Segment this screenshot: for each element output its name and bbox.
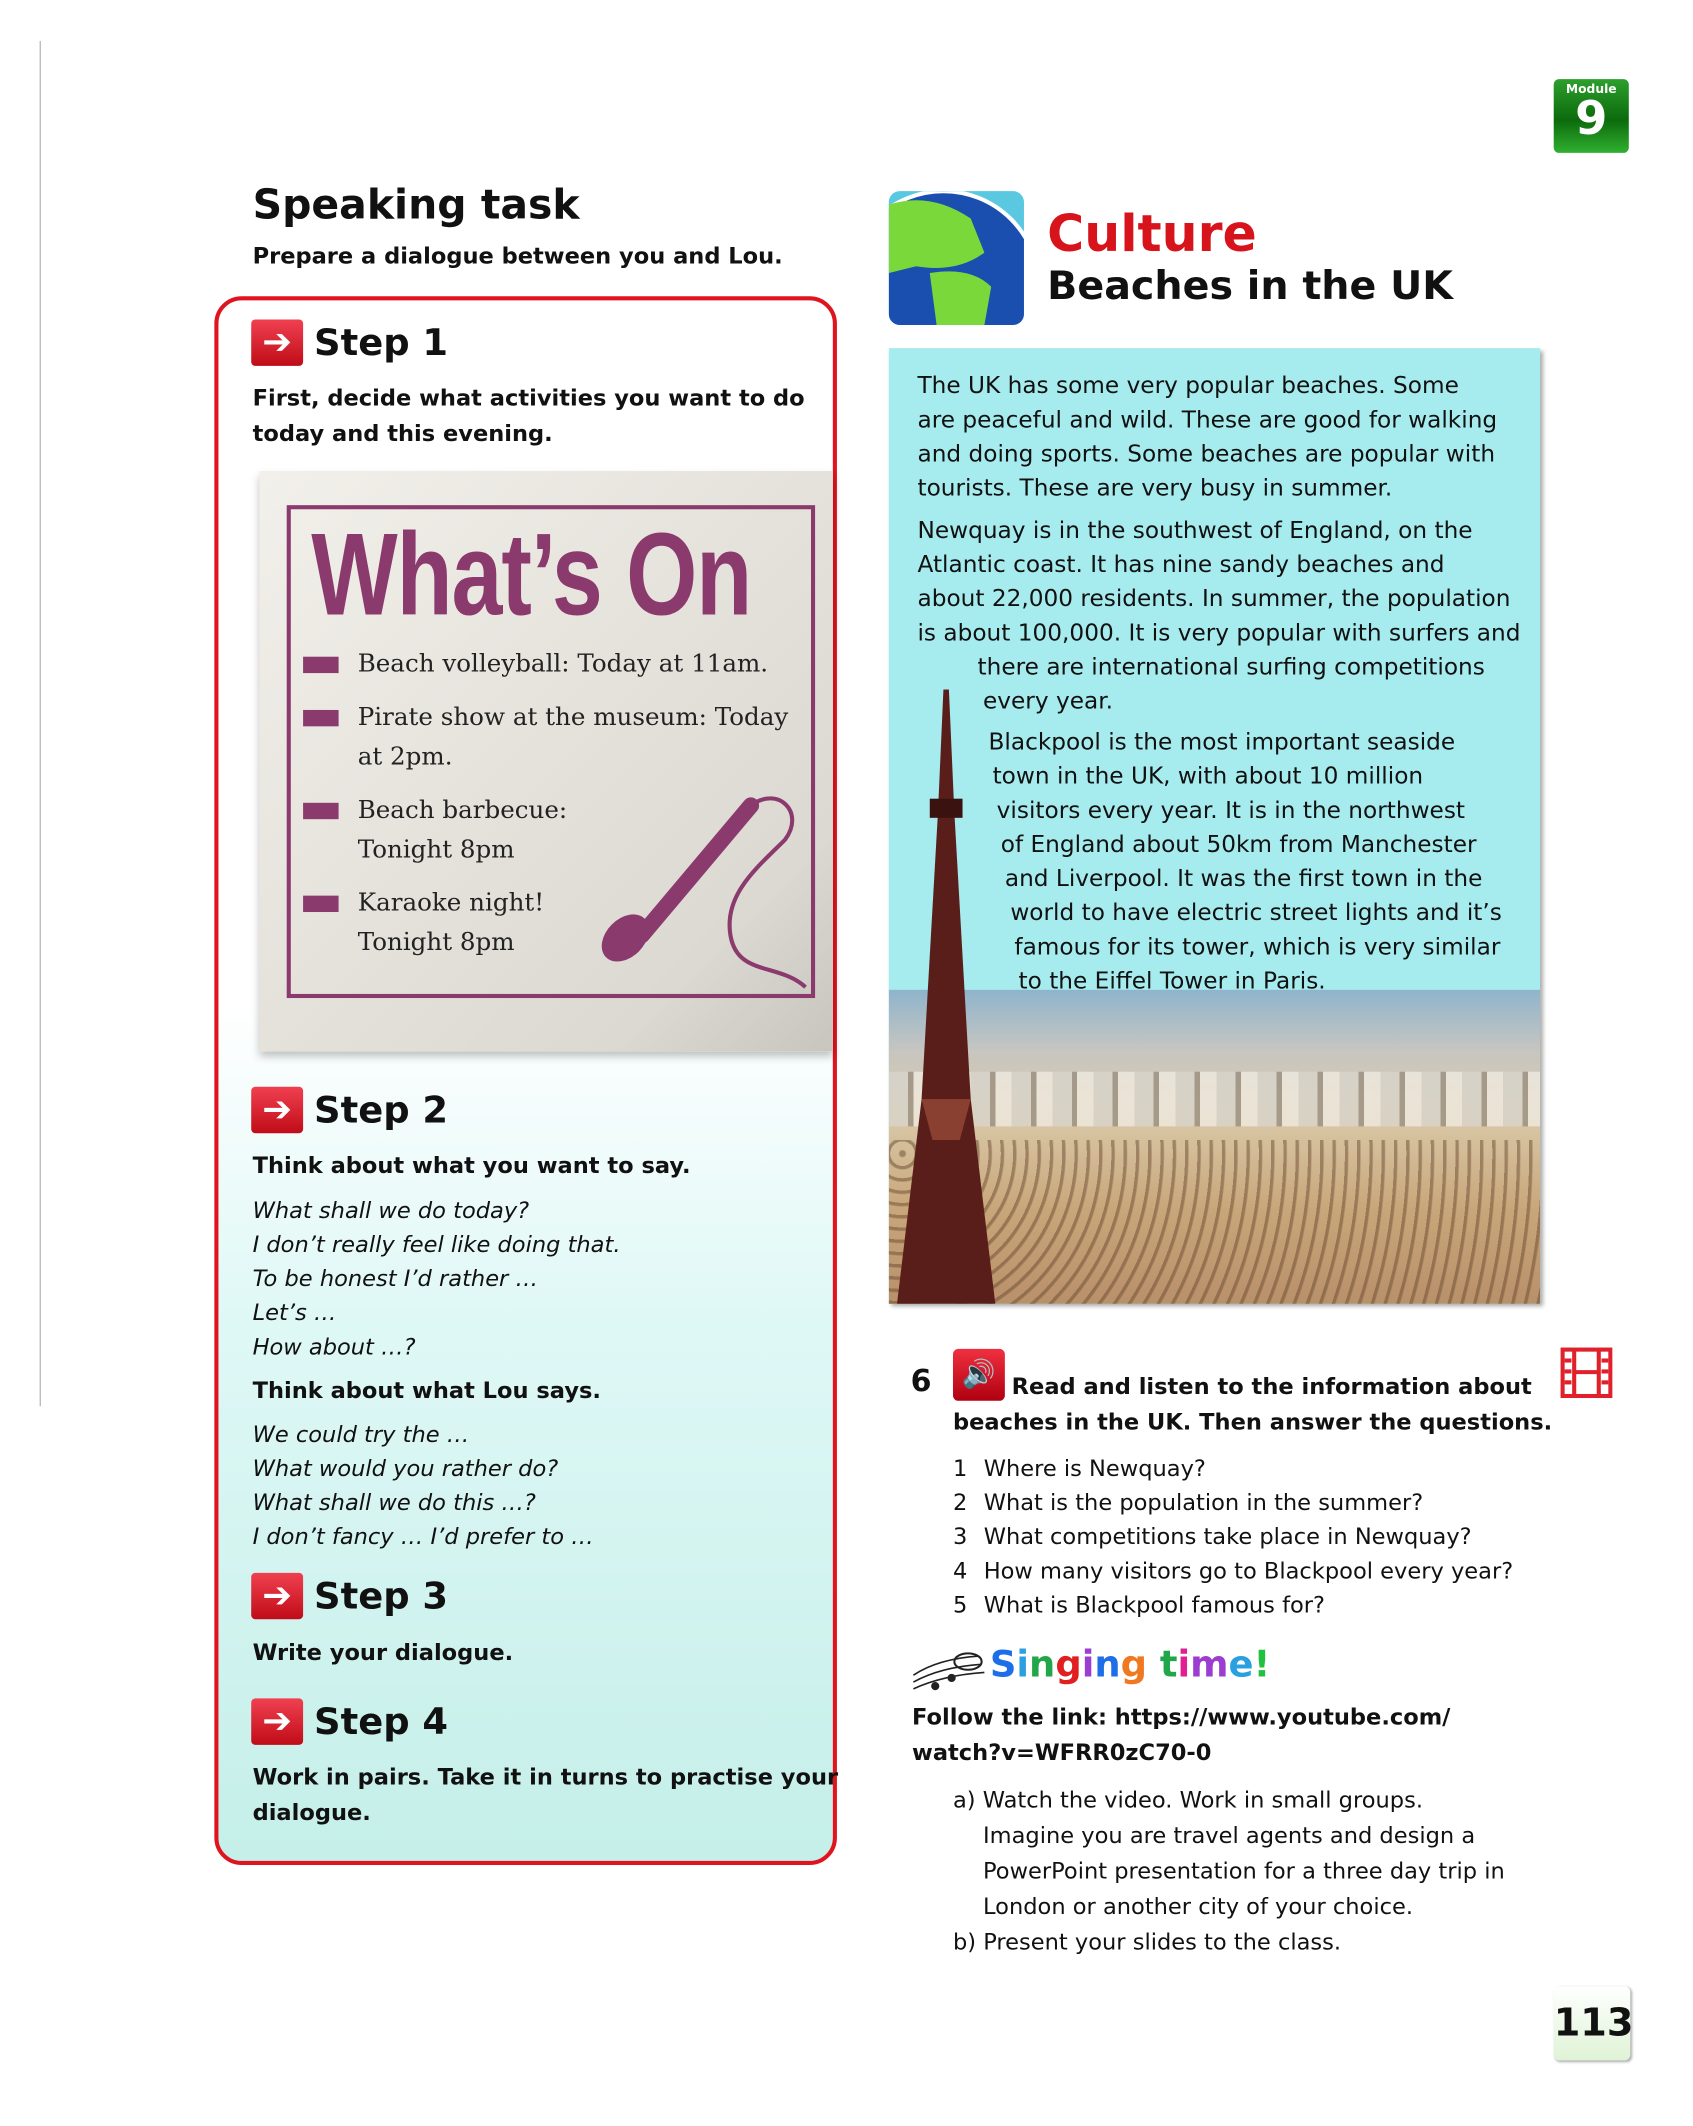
module-label: Module <box>1565 83 1617 97</box>
music-notes-icon <box>911 1648 987 1697</box>
text-line: dialogue. <box>252 1799 371 1826</box>
link-line[interactable]: Follow the link: https://www.youtube.com/ <box>912 1703 1451 1730</box>
phrase: What would you rather do? <box>252 1455 559 1482</box>
page-number: 113 <box>1554 1987 1630 2061</box>
question-number: 4 <box>952 1557 968 1584</box>
item-line: Beach volleyball: Today at 11am. <box>357 649 769 679</box>
text-line: and Liverpool. It was the first town in the <box>1004 865 1483 893</box>
link-line[interactable]: watch?v=WFRR0zC70-0 <box>912 1739 1212 1766</box>
question-item <box>953 1588 1513 1622</box>
step-2-text: Think about what you want to say. <box>252 1152 691 1179</box>
text-line: Atlantic coast. It has nine sandy beaches and <box>917 551 1445 579</box>
step-1-heading <box>251 319 448 365</box>
singing-time-title <box>990 1644 1271 1686</box>
phrase: How about …? <box>252 1333 416 1360</box>
task-line: London or another city of your choice. <box>983 1893 1414 1920</box>
step-label: Step 2 <box>314 1088 449 1132</box>
instruction-line: Read and listen to the information about <box>1011 1373 1532 1400</box>
question-number: 2 <box>952 1489 968 1516</box>
task-line: a) Watch the video. Work in small groups. <box>952 1787 1424 1814</box>
question-number: 1 <box>952 1455 968 1482</box>
singing-title-letter: m <box>1190 1643 1229 1687</box>
microphone-icon <box>587 785 812 990</box>
singing-title-letter: i <box>1016 1643 1030 1687</box>
whats-on-item <box>303 698 788 777</box>
text-line: is about 100,000. It is very popular with surfers and <box>917 619 1521 648</box>
phrase: I don’t fancy … I’d prefer to … <box>252 1523 594 1550</box>
phrase: To be honest I’d rather … <box>252 1265 539 1292</box>
bullet-icon <box>303 896 338 912</box>
culture-title: Beaches in the UK <box>1047 262 1453 309</box>
step-label: Step 4 <box>314 1700 449 1743</box>
question-number: 3 <box>952 1523 968 1550</box>
phrase: What shall we do today? <box>252 1197 530 1224</box>
text-line: every year. <box>983 688 1113 716</box>
paragraph-blackpool <box>988 726 1501 999</box>
bullet-icon <box>303 710 338 726</box>
task-line: PowerPoint presentation for a three day trip in <box>983 1858 1505 1885</box>
singing-title-letter: i <box>1081 1643 1095 1687</box>
text-line: of England about 50km from Manchester <box>1000 831 1477 859</box>
text-line: visitors every year. It is in the northwest <box>996 797 1466 825</box>
question-text: Where is Newquay? <box>983 1455 1206 1482</box>
item-line: Tonight 8pm <box>357 835 515 865</box>
phrase: We could try the … <box>252 1421 470 1448</box>
step-4-text <box>253 1760 839 1831</box>
item-line: Beach barbecue: <box>357 795 568 825</box>
lou-heading: Think about what Lou says. <box>252 1377 601 1404</box>
lou-phrases <box>253 1417 594 1554</box>
text-line: and doing sports. Some beaches are popular with <box>917 440 1496 469</box>
globe-icon <box>889 191 1024 325</box>
question-list <box>953 1451 1513 1622</box>
your-phrases <box>253 1193 621 1364</box>
arrow-right-icon: ➔ <box>251 1087 303 1133</box>
instruction-line: beaches in the UK. Then answer the questions. <box>952 1408 1553 1435</box>
text-line: there are international surfing competitions <box>977 653 1485 682</box>
singing-title-letter: g <box>1055 1643 1082 1687</box>
task-line: Imagine you are travel agents and design a <box>983 1822 1476 1849</box>
item-line: Pirate show at the museum: Today <box>357 703 789 732</box>
step-4-heading <box>251 1698 448 1744</box>
text-line: famous for its tower, which is very similar <box>1014 933 1501 962</box>
singing-title-letter: ! <box>1253 1643 1271 1687</box>
item-line: Tonight 8pm <box>357 928 515 958</box>
arrow-right-icon: ➔ <box>251 1698 303 1744</box>
step-2-heading <box>251 1087 448 1133</box>
paragraph-newquay <box>917 515 1520 720</box>
singing-title-letter: S <box>989 1643 1017 1687</box>
culture-label: Culture <box>1047 204 1257 264</box>
text-line: The UK has some very popular beaches. Some <box>917 372 1459 401</box>
beaches-info-box <box>889 348 1540 1304</box>
exercise-number: 6 <box>910 1365 932 1400</box>
text-line: Work in pairs. Take it in turns to practise your <box>252 1763 839 1790</box>
singing-title-letter: i <box>1177 1643 1191 1687</box>
item-line: at 2pm. <box>357 742 453 772</box>
step-1-text <box>253 381 805 452</box>
phrase: I don’t really feel like doing that. <box>252 1231 621 1258</box>
item-line: Karaoke night! <box>357 888 545 918</box>
phrase: What shall we do this …? <box>252 1489 536 1516</box>
singing-title-letter: n <box>1094 1643 1121 1687</box>
question-text: How many visitors go to Blackpool every year? <box>983 1557 1514 1584</box>
step-label: Step 1 <box>314 321 449 364</box>
arrow-right-icon: ➔ <box>251 319 303 365</box>
question-item <box>953 1520 1513 1554</box>
step-3-text: Write your dialogue. <box>252 1639 514 1666</box>
bullet-icon <box>303 803 338 819</box>
song-link[interactable] <box>912 1700 1450 1771</box>
video-film-icon[interactable] <box>1561 1348 1613 1399</box>
text-line: today and this evening. <box>252 420 553 447</box>
phrase: Let’s … <box>252 1299 337 1326</box>
question-item <box>953 1451 1513 1485</box>
page-margin-line <box>40 41 41 1406</box>
question-item <box>953 1485 1513 1519</box>
module-badge <box>1554 79 1629 153</box>
text-line: tourists. These are very busy in summer. <box>917 475 1393 503</box>
singing-title-letter: g <box>1120 1643 1148 1687</box>
question-item <box>953 1554 1513 1588</box>
question-text: What is Blackpool famous for? <box>983 1591 1326 1618</box>
audio-speaker-icon[interactable]: 🔊 <box>953 1349 1005 1401</box>
question-number: 5 <box>952 1591 968 1618</box>
speaking-task-subtitle: Prepare a dialogue between you and Lou. <box>252 243 783 269</box>
task-line: b) Present your slides to the class. <box>952 1929 1342 1956</box>
question-text: What is the population in the summer? <box>983 1489 1424 1516</box>
paragraph-intro <box>917 370 1497 507</box>
singing-title-letter <box>1147 1644 1160 1686</box>
arrow-right-icon: ➔ <box>251 1573 303 1619</box>
whats-on-title: What’s On <box>311 509 752 641</box>
text-line: town in the UK, with about 10 million <box>992 763 1424 791</box>
step-3-heading <box>251 1573 448 1619</box>
text-line: world to have electric street lights and it’s <box>1010 899 1502 928</box>
text-line: are peaceful and wild. These are good for walking <box>917 406 1498 435</box>
module-number: 9 <box>1575 91 1608 147</box>
text-line: Newquay is in the southwest of England, on the <box>917 517 1473 545</box>
text-line: to the Eiffel Tower in Paris. <box>1018 967 1326 996</box>
text-line: Blackpool is the most important seaside <box>988 729 1456 757</box>
singing-tasks <box>953 1783 1505 1960</box>
singing-title-letter: t <box>1159 1643 1178 1687</box>
text-line: about 22,000 residents. In summer, the population <box>917 585 1511 614</box>
whats-on-item <box>303 644 788 684</box>
singing-title-letter: e <box>1228 1643 1254 1687</box>
question-text: What competitions take place in Newquay? <box>983 1523 1472 1550</box>
bullet-icon <box>303 657 338 673</box>
step-label: Step 3 <box>314 1574 449 1618</box>
text-line: First, decide what activities you want to do <box>252 385 805 411</box>
speaking-task-title: Speaking task <box>252 181 580 230</box>
singing-title-letter: n <box>1029 1643 1056 1687</box>
